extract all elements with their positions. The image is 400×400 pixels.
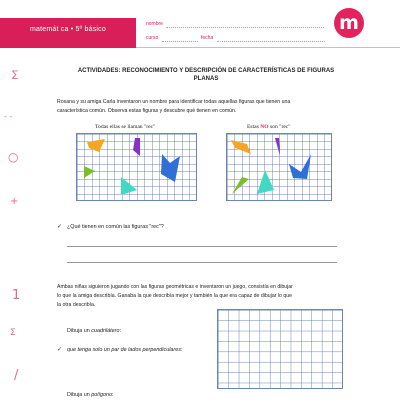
green-triangle-shape — [232, 177, 249, 194]
rec-figures-grid — [76, 133, 197, 201]
intro-paragraph — [57, 98, 357, 116]
title-line-2: PLANAS — [193, 76, 219, 82]
name-field[interactable] — [166, 27, 324, 28]
orange-parallelogram-shape — [231, 140, 251, 154]
not-rec-figures-grid — [226, 133, 332, 201]
answer-line-1[interactable] — [67, 246, 337, 247]
sigma-icon: Σ — [10, 328, 16, 338]
activity-title — [56, 67, 356, 83]
digit-icon: 1 — [12, 288, 21, 303]
subject-band — [0, 18, 136, 48]
rec-grid-label: Todas ellas se llaman "rec" — [95, 124, 156, 130]
teal-triangle-shape — [257, 170, 274, 194]
intro-line-1: Rosana y su amiga Carla inventaron un nombre para identificar todas aquellas figuras que tienen una — [57, 99, 291, 105]
plus-icon: + — [10, 196, 19, 207]
brand-logo — [334, 8, 364, 38]
subject-label: matemát ca • 5º básico — [30, 26, 106, 33]
checkmark-icon: ✓ — [57, 223, 63, 230]
rec-figures-canvas — [77, 134, 198, 202]
green-triangle-shape — [84, 166, 95, 178]
blue-pentagon-shape — [161, 154, 180, 182]
teal-triangle-shape — [121, 177, 137, 195]
course-label: curso — [146, 35, 159, 41]
game-line-1: Ambas niñas siguieron jugando con las figuras geométricas e inventaron un juego, consistía en dibujar — [57, 284, 293, 290]
game-paragraph — [57, 283, 357, 310]
slash-icon: / — [14, 368, 19, 383]
blue-pentagon-shape — [289, 154, 311, 179]
task-condition-perpendicular: que tenga solo un par de lados perpendiculares: — [67, 347, 183, 353]
checkmark-icon: ✓ — [57, 346, 63, 353]
task-draw-polygon: Dibuja un polígono: — [67, 392, 114, 398]
dashed-line-icon: - - — [4, 112, 13, 121]
game-line-3: la otra describía. — [57, 302, 96, 308]
not-rec-grid-label: Estas NO son "rec" — [247, 124, 291, 130]
purple-quad-shape — [133, 138, 140, 156]
decorative-sidebar — [0, 0, 38, 400]
drawing-grid[interactable] — [217, 309, 343, 389]
question-common-feature: ¿Qué tienen en común las figuras "rec"? — [67, 224, 164, 230]
logo-letter: m — [339, 12, 359, 34]
orange-quad-shape — [87, 139, 105, 152]
name-label: nombre — [146, 21, 163, 27]
not-rec-figures-canvas — [227, 134, 333, 202]
circle-icon: ○ — [8, 150, 19, 164]
purple-sliver-shape — [275, 138, 280, 156]
date-label: fecha — [201, 35, 214, 41]
title-line-1: ACTIVIDADES: RECONOCIMIENTO Y DESCRIPCIÓN DE CARACTERÍSTICAS DE FIGURAS — [77, 68, 335, 74]
answer-line-2[interactable] — [67, 262, 337, 263]
date-field[interactable] — [217, 41, 325, 42]
intro-line-2: característica común. Observa estas figuras y descubre qué tienen en común. — [57, 108, 237, 114]
sum-sign-icon: ∑ — [12, 70, 19, 80]
game-line-2: lo que la amiga describía. Ganaba la que describía mejor y también la que era capaz de dibujar lo que — [57, 293, 293, 299]
header-divider — [136, 47, 400, 48]
worksheet-header — [0, 0, 400, 46]
task-draw-quadrilateral: Dibuja un cuadrilátero: — [67, 328, 121, 334]
course-field[interactable] — [162, 41, 198, 42]
